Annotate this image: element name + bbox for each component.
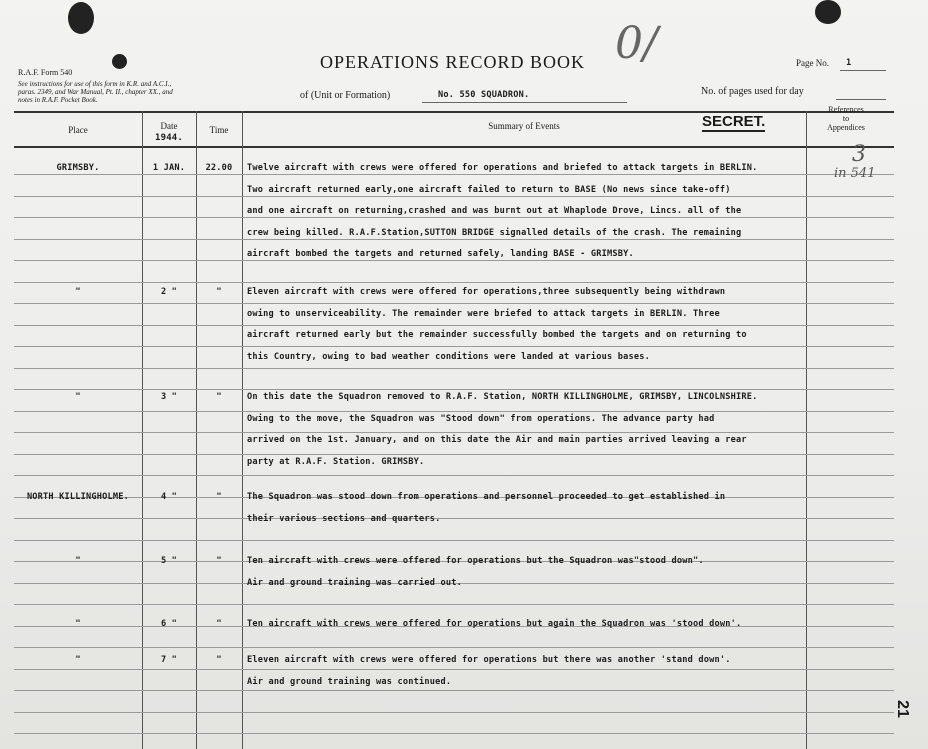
entry-place: " [75,287,81,297]
column-header-year: 1944. [154,133,184,143]
entry-place: " [75,392,81,402]
entry-time: " [216,287,222,297]
ruled-line [14,669,894,670]
entry-summary-line: crew being killed. R.A.F.Station,SUTTON BRIDGE signalled details of the crash. The remaining [247,227,742,238]
column-header-time: Time [209,125,229,135]
entry-date: 6 " [160,619,178,629]
entry-place: GRIMSBY. [56,163,100,173]
ruled-line [14,389,894,390]
secret-stamp: SECRET. [702,113,766,130]
entry-date: 1 JAN. [152,163,186,173]
ruled-line [14,325,894,326]
entry-place: " [75,556,81,566]
reference-note: in 541 [834,166,876,181]
punch-hole [815,0,841,24]
entry-summary-line: their various sections and quarters. [247,513,441,524]
entry-time: " [216,492,222,502]
handwritten-mark: 0/ [615,18,658,69]
entry-summary-line: Eleven aircraft with crews were offered for operations but there was another 'stand down'. [247,655,731,665]
entry-summary-line: Twelve aircraft with crews were offered for operations and briefed to attack targets in BERLIN. [247,163,758,173]
entry-date: 2 " [160,287,178,297]
ruled-line [14,518,894,519]
ruled-line [14,174,894,175]
entry-date: 3 " [160,392,178,402]
form-instruction-line: paras. 2349, and War Manual, Pt. II., chapter XX., and [18,88,173,96]
entry-summary-line: aircraft returned early but the remainder successfully bombed the targets and on returning to [247,330,747,340]
ruled-line [14,604,894,605]
ruled-line [14,540,894,541]
ruled-line [14,346,894,347]
entry-time: 22.00 [205,163,233,173]
entry-summary-line: Air and ground training was continued. [247,676,452,687]
column-header-date: Date [160,121,178,131]
entry-summary-line: party at R.A.F. Station. GRIMSBY. [247,456,425,467]
entry-summary-line: arrived on the 1st. January, and on this date the Air and main parties arrived leaving a rear [247,435,747,445]
pages-used-label: No. of pages used for day [701,86,804,97]
entry-date: 4 " [160,492,178,502]
references-header-line: to [842,114,850,123]
ruled-line [14,196,894,197]
entry-summary-line: this Country, owing to bad weather conditions were landed at various bases. [247,351,651,362]
column-header-place: Place [68,125,88,135]
entry-summary-line: owing to unserviceability. The remainder were briefed to attack targets in BERLIN. Three [247,308,720,319]
ruled-line [14,303,894,304]
entry-date: 5 " [160,556,178,566]
entry-summary-line: On this date the Squadron removed to R.A.F. Station, NORTH KILLINGHOLME, GRIMSBY, LINCOLNSHIRE. [247,392,758,402]
entry-place: NORTH KILLINGHOLME. [26,492,130,502]
entry-summary-line: Eleven aircraft with crews were offered for operations,three subsequently being withdrawn [247,287,726,297]
entry-summary-line: aircraft bombed the targets and returned safely, landing BASE - GRIMSBY. [247,249,634,259]
form-instruction-line: See instructions for use of this form in K.R. and A.C.I., [18,80,172,88]
entry-place: " [75,619,81,629]
form-instruction-line: notes in R.A.F. Pocket Book. [18,96,98,104]
entry-time: " [216,655,222,665]
page-number-label: Page No. [796,58,829,68]
punch-hole [112,54,127,69]
reference-number: 3 [852,142,866,167]
page-number-value: 1 [846,58,852,68]
page-title: OPERATIONS RECORD BOOK [320,52,586,72]
column-header-references [806,105,886,132]
ruled-line [14,239,894,240]
ruled-line [14,282,894,283]
ruled-line [14,690,894,691]
ruled-line [14,260,894,261]
entry-summary-line: Two aircraft returned early,one aircraft failed to return to BASE (No news since take-off) [247,184,731,195]
entry-summary-line: Air and ground training was carried out. [247,577,462,588]
entry-time: " [216,619,222,629]
entry-summary-line: and one aircraft on returning,crashed and was burnt out at Whaplode Drove, Lincs. all of the [247,206,742,216]
entry-summary-line: Ten aircraft with crews were offered for operations but again the Squadron was 'stood down'. [247,619,742,629]
entry-place: " [75,655,81,665]
entry-summary-line: Ten aircraft with crews were offered for operations but the Squadron was"stood down". [247,556,704,566]
column-header-summary: Summary of Events [488,121,560,131]
ruled-line [14,454,894,455]
ruled-line [14,368,894,369]
entry-summary-line: Owing to the move, the Squadron was "Stood down" from operations. The advance party had [247,413,715,424]
ruled-line [14,712,894,713]
references-header-line: Appendices [827,123,865,132]
entry-date: 7 " [160,655,178,665]
unit-value: No. 550 SQUADRON. [438,90,530,100]
margin-page-number: 21 [893,700,911,718]
ruled-line [14,475,894,476]
entry-time: " [216,392,222,402]
unit-label: of (Unit or Formation) [300,90,391,101]
ruled-line [14,647,894,648]
entry-time: " [216,556,222,566]
ruled-line [14,733,894,734]
punch-hole [68,2,94,34]
ruled-line [14,411,894,412]
ruled-line [14,217,894,218]
form-number: R.A.F. Form 540 [18,68,73,77]
references-header-line: References [828,105,864,114]
ruled-line [14,432,894,433]
form-instructions [18,80,228,104]
entry-summary-line: The Squadron was stood down from operations and personnel proceeded to get established in [247,492,726,502]
